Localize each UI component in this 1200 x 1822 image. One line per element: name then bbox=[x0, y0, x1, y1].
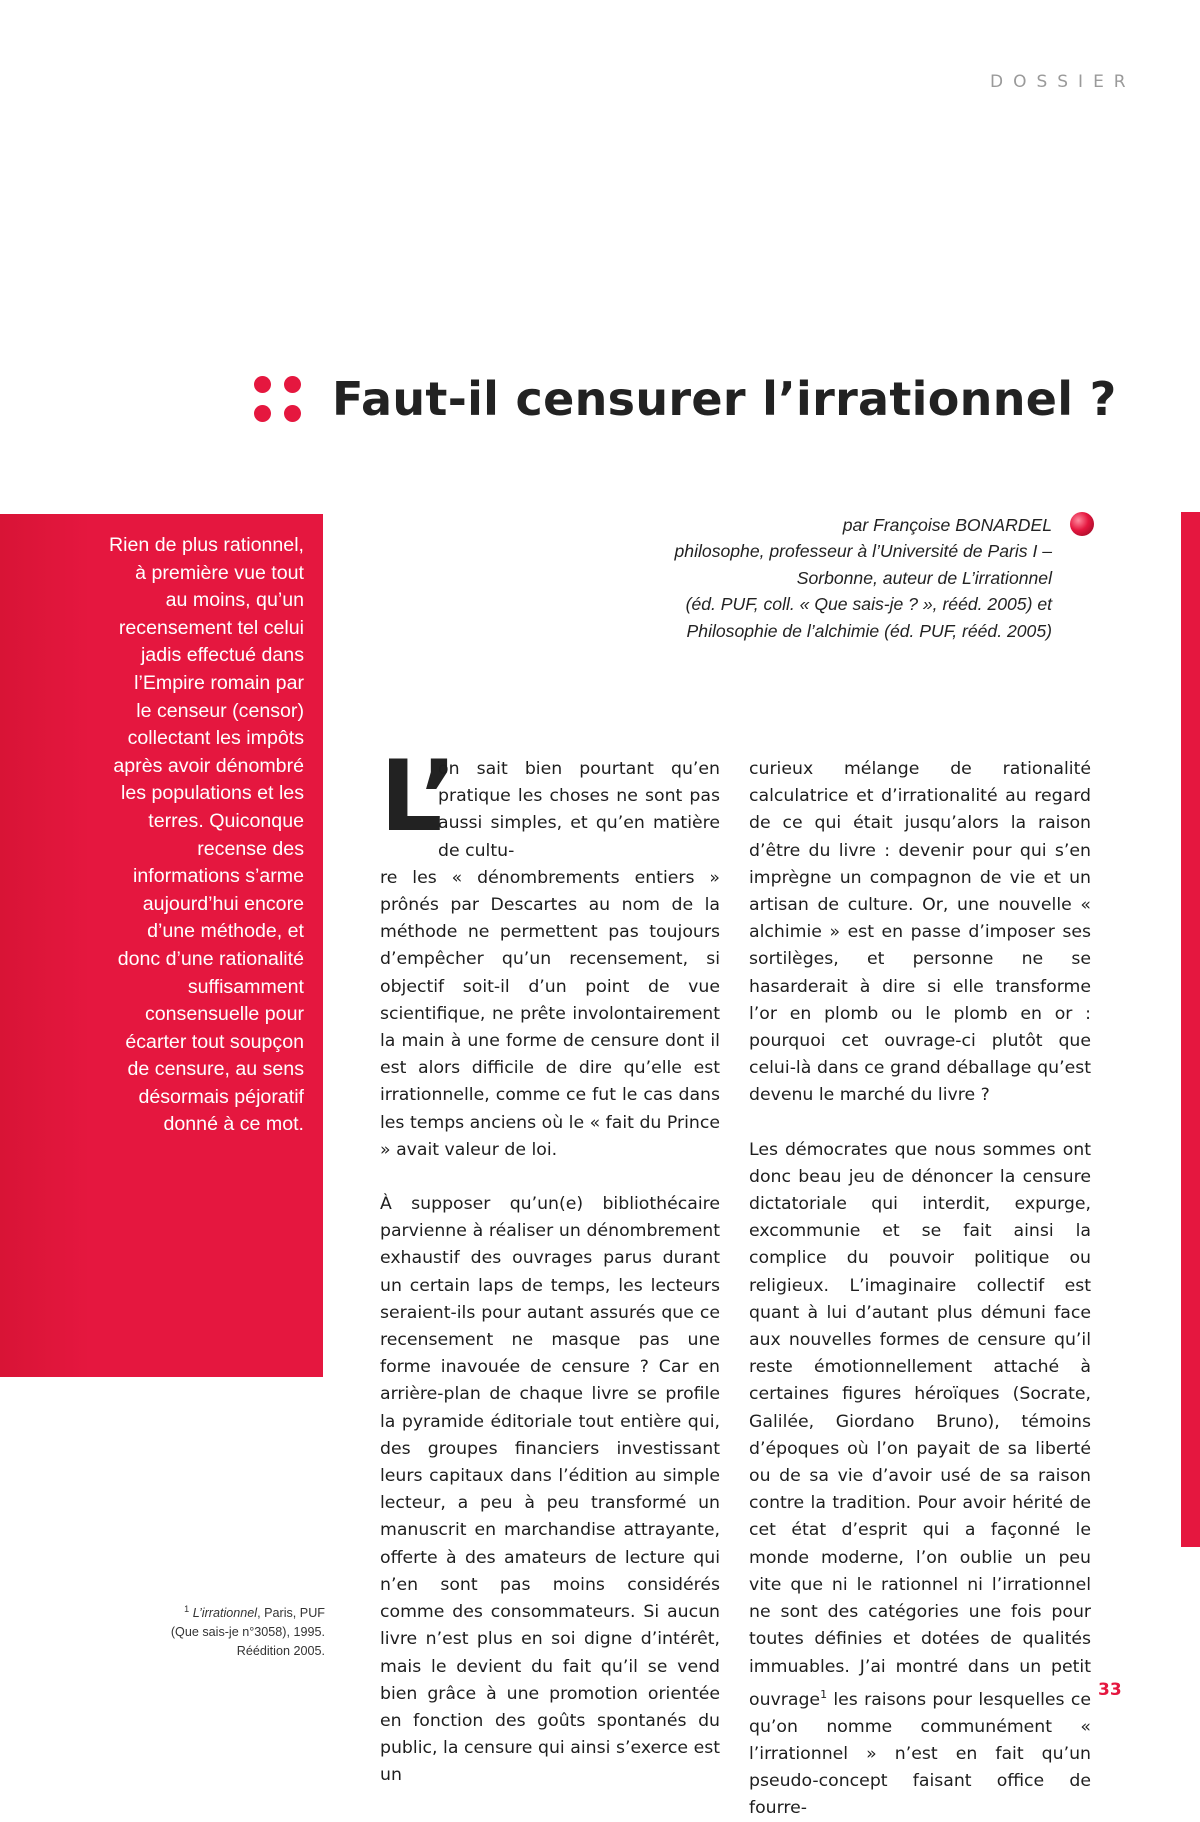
footnote-title: L’irrationnel bbox=[192, 1606, 258, 1621]
intro-line: recensement tel celui bbox=[118, 616, 304, 639]
author-name: par Françoise BONARDEL bbox=[842, 515, 1052, 535]
paragraph-2: À supposer qu’un(e) bibliothécaire parvienne à réaliser un dénombrement exhaustif des ouvrages parus durant un certain laps de temps, les lecteurs seraient-ils pour autant assurés que ce recensement ne masque pas une forme inavouée de censure ? Car en arrière-plan de chaque livre se profile la pyramide éditoriale tout entière qui, des groupes financiers investissant leurs capitaux dans l’édition au simple lecteur, a peu à peu transformé un manuscrit en marchandise attrayante, offerte à des amateurs de lecture qui n’en sont pas moins considérés comme des consommateurs. Si aucun livre n’est plus en soi digne d’intérêt, mais le devient du fait qu’il se vend bien grâce à une promotion orientée en fonction des goûts spontanés du public, la censure qui ainsi s’exerce est un bbox=[380, 1194, 720, 1786]
paragraph-3: curieux mélange de rationalité calculatrice et d’irrationalité au regard de ce qui était jusqu’alors la raison d’être du livre : devenir pour qui s’en imprègne un compagnon de vie et un artisan de culture. Or, une nouvelle « alchimie » est en passe d’imposer ses sortilèges, et personne ne se hasarderait à dire si elle transforme l’or en plomb ou le plomb en or : pourquoi cet ouvrage-ci plutôt que celui-là dans ce grand déballage qu’est devenu le marché du livre ? bbox=[749, 759, 1091, 1106]
byline-line-2: Sorbonne, auteur de L’irrationnel bbox=[796, 567, 1052, 588]
footnote bbox=[160, 1600, 325, 1661]
right-accent-bar bbox=[1181, 512, 1200, 1547]
title-dots-icon bbox=[254, 376, 306, 428]
intro-line: les populations et les bbox=[121, 782, 304, 805]
paragraph-4-part-1: Les démocrates que nous sommes ont donc beau jeu de dénoncer la censure dictatoriale qui interdit, expurge, excommunie et se fait ainsi la complice du pouvoir politique ou religieux. L’imaginaire collectif est quant à lui d’autant plus démuni face aux nouvelles formes de censure qu’il reste émotionnellement attaché à certaines figures héroïques (Socrate, Galilée, Giordano Bruno), témoins d’époques où l’on payait de sa liberté ou de sa vie d’avoir usé de sa raison contre la tradition. Pour avoir hérité de cet état d’esprit qui a façonné le monde moderne, l’on oublie un peu vite que ni le rationnel ni l’irrationnel ne sont des catégories une fois pour toutes définies et dotées de qualités immuables. J’ai montré dans un petit ouvrage bbox=[749, 1139, 1091, 1710]
column-2 bbox=[749, 756, 1091, 1822]
page-number: 33 bbox=[1098, 1680, 1122, 1700]
intro-line: Rien de plus rationnel, bbox=[109, 534, 304, 556]
intro-line: au moins, qu’un bbox=[165, 589, 304, 612]
intro-line: suffisamment bbox=[187, 975, 304, 998]
title-block bbox=[254, 370, 1117, 428]
intro-line: jadis effectué dans bbox=[140, 644, 304, 667]
intro-line: collectant les impôts bbox=[127, 727, 304, 750]
intro-line: de censure, au sens bbox=[127, 1058, 304, 1081]
sphere-icon bbox=[1070, 512, 1094, 536]
intro-line: à première vue tout bbox=[135, 561, 304, 584]
footnote-mark: 1 bbox=[184, 1604, 190, 1614]
byline-line-1: philosophe, professeur à l’Université de Paris I – bbox=[674, 541, 1052, 562]
column-1 bbox=[380, 740, 720, 1790]
intro-line: après avoir dénombré bbox=[113, 754, 304, 777]
article-title: Faut-il censurer l’irrationnel ? bbox=[332, 372, 1117, 426]
intro-line: l’Empire romain par bbox=[134, 671, 304, 694]
footnote-reference[interactable]: 1 bbox=[820, 1687, 828, 1701]
intro-text bbox=[60, 532, 304, 1139]
section-label: DOSSIER bbox=[990, 72, 1136, 92]
byline-line-3: (éd. PUF, coll. « Que sais-je ? », rééd. 2005) et bbox=[685, 594, 1052, 615]
footnote-line-3: Réédition 2005. bbox=[236, 1644, 325, 1659]
intro-line: aujourd’hui encore bbox=[142, 892, 304, 915]
paragraph-4 bbox=[749, 1137, 1091, 1822]
intro-line: donc d’une rationalité bbox=[117, 947, 304, 970]
intro-line: donné à ce mot. bbox=[163, 1113, 304, 1136]
intro-line: écarter tout soupçon bbox=[125, 1030, 304, 1053]
footnote-line-2: (Que sais-je n°3058), 1995. bbox=[170, 1625, 325, 1640]
intro-line: le censeur (censor) bbox=[136, 699, 304, 722]
intro-line: terres. Quiconque bbox=[148, 809, 304, 832]
intro-line: consensuelle pour bbox=[144, 1003, 304, 1026]
intro-line: informations s’arme bbox=[133, 865, 304, 888]
drop-cap: L’ bbox=[380, 740, 458, 854]
intro-line: d’une méthode, et bbox=[147, 920, 304, 943]
intro-line: recense des bbox=[197, 837, 304, 860]
byline-line-4: Philosophie de l’alchimie (éd. PUF, rééd. 2005) bbox=[686, 620, 1052, 641]
paragraph-1-rest: re les « dénombrements entiers » prônés par Descartes au nom de la méthode ne permettent pas toujours d’empêcher qu’un recensement, si objectif soit-il d’un point de vue scientifique, ne prête involontairement la main à une forme de censure dont il est alors difficile de dire qu’elle est irrationnelle, comme ce fut le cas dans les temps anciens où le « fait du Prince » avait valeur de loi. bbox=[380, 867, 720, 1160]
byline bbox=[432, 512, 1052, 644]
paragraph-1-lead: on sait bien pourtant qu’en pratique les choses ne sont pas aussi simples, et qu’en matière de cultu- bbox=[438, 759, 720, 861]
footnote-line-1: , Paris, PUF bbox=[257, 1606, 325, 1621]
intro-line: désormais péjoratif bbox=[138, 1085, 304, 1108]
paragraph-4-part-2: les raisons pour lesquelles ce qu’on nomme communément « l’irrationnel » n’est en fait qu’un pseudo-concept faisant office de fourre- bbox=[749, 1689, 1091, 1819]
